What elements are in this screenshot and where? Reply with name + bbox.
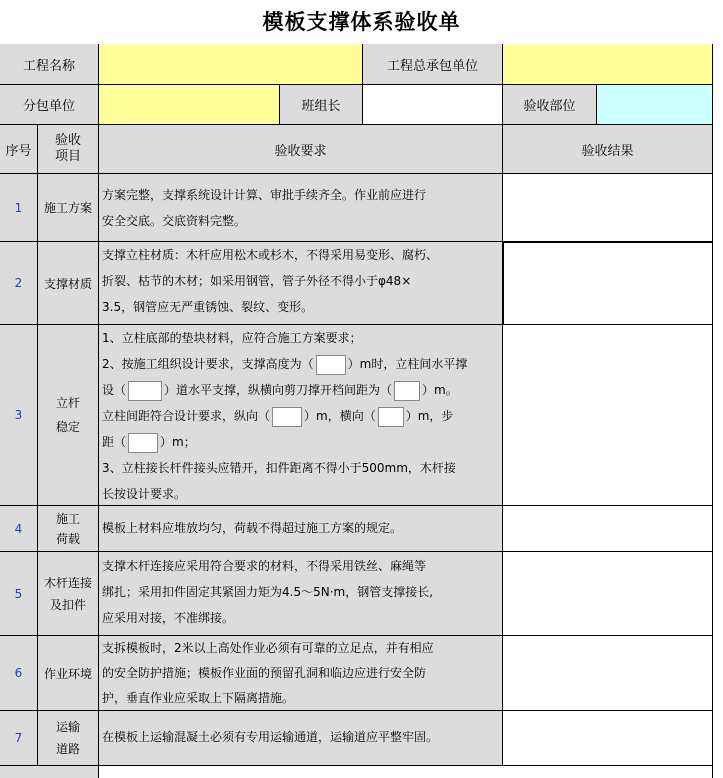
- footer-row-field[interactable]: [99, 766, 713, 778]
- requirement-line: 护，垂直作业应采取上下隔离措施。: [102, 691, 295, 705]
- requirement-line: 绑扎；采用扣件固定其紧固力矩为4.5～5N·m，钢管支撑接长,: [102, 585, 434, 599]
- requirement-line: 的安全防护措施；模板作业面的预留孔洞和临边应进行安全防: [102, 666, 427, 680]
- seq-column-header: 序号: [0, 125, 38, 174]
- requirement-line: 支撑立柱材质：木杆应用松木或杉木，不得采用易变形、腐朽、: [102, 248, 439, 262]
- row-number: 2: [0, 242, 38, 325]
- row-requirement: [99, 174, 503, 242]
- scissor-brace-spacing-input[interactable]: [394, 381, 420, 401]
- row-requirement: [99, 636, 503, 711]
- row-item: 施工方案: [38, 174, 99, 242]
- requirement-line: 2、按施工组织设计要求，支撑高度为（ ）m时，立柱间水平撑: [102, 351, 494, 377]
- row-result-field[interactable]: [503, 325, 713, 506]
- requirement-line: 在模板上运输混凝土必须有专用运输通道，运输道应平整牢固。: [102, 730, 439, 744]
- row-requirement: [99, 711, 503, 766]
- row-item: 立杆稳定: [38, 325, 99, 506]
- row-requirement: [99, 506, 503, 552]
- team-leader-label: 班组长: [280, 85, 363, 125]
- item-column-header: 验收项目: [38, 125, 99, 174]
- row-requirement: [99, 325, 503, 506]
- requirement-line: 3、立柱接长杆件接头应错开，扣件距离不得小于500mm，木杆接: [102, 461, 456, 475]
- row-item: 木杆连接及扣件: [38, 552, 99, 636]
- project-name-field[interactable]: [99, 44, 363, 85]
- requirement-line: 支拆模板时，2米以上高处作业必须有可靠的立足点，并有相应: [102, 641, 434, 655]
- row-result-field[interactable]: [503, 711, 713, 766]
- row-number: 4: [0, 506, 38, 552]
- requirement-line: 应采用对接，不准绑接。: [102, 611, 235, 625]
- requirement-line: 设（ ）道水平支撑，纵横向剪刀撑开档间距为（ ）m。: [102, 377, 494, 403]
- row-item: 施工荷载: [38, 506, 99, 552]
- footer-row-label: [0, 766, 99, 778]
- row-item: 作业环境: [38, 636, 99, 711]
- requirement-line: 支撑木杆连接应采用符合要求的材料，不得采用铁丝、麻绳等: [102, 559, 427, 573]
- longitudinal-spacing-input[interactable]: [272, 407, 302, 427]
- general-contractor-field[interactable]: [503, 44, 713, 85]
- row-number: 7: [0, 711, 38, 766]
- support-height-input[interactable]: [316, 355, 346, 375]
- requirement-line: 立柱间距符合设计要求，纵向（ ）m，横向（ ）m，步: [102, 403, 494, 429]
- row-result-field[interactable]: [503, 636, 713, 711]
- row-number: 6: [0, 636, 38, 711]
- row-result-field[interactable]: [503, 552, 713, 636]
- row-requirement: [99, 242, 503, 325]
- row-requirement: [99, 552, 503, 636]
- project-name-label: 工程名称: [0, 44, 99, 85]
- requirement-column-header: 验收要求: [99, 125, 503, 174]
- row-result-field[interactable]: [503, 506, 713, 552]
- horizontal-brace-count-input[interactable]: [128, 381, 162, 401]
- subcontractor-label: 分包单位: [0, 85, 99, 125]
- requirement-line: 长按设计要求。: [102, 487, 187, 501]
- inspection-part-label: 验收部位: [503, 85, 597, 125]
- subcontractor-field[interactable]: [99, 85, 280, 125]
- requirement-line: 3.5，钢管应无严重锈蚀、裂纹、变形。: [102, 300, 314, 314]
- team-leader-field[interactable]: [363, 85, 503, 125]
- requirement-line: 模板上材料应堆放均匀，荷载不得超过施工方案的规定。: [102, 521, 403, 535]
- row-number: 5: [0, 552, 38, 636]
- row-item: 运输道路: [38, 711, 99, 766]
- row-result-field[interactable]: [503, 174, 713, 242]
- requirement-line: 折裂、枯节的木材；如采用钢管，管子外径不得小于φ48×: [102, 274, 412, 288]
- row-result-field[interactable]: [503, 242, 713, 325]
- step-distance-input[interactable]: [128, 433, 158, 453]
- row-item: 支撑材质: [38, 242, 99, 325]
- page-title: 模板支撑体系验收单: [262, 9, 461, 34]
- general-contractor-label: 工程总承包单位: [363, 44, 503, 85]
- requirement-line: 1、立柱底部的垫块材料，应符合施工方案要求；: [102, 331, 362, 345]
- inspection-part-field[interactable]: [597, 85, 713, 125]
- requirement-line: 安全交底。交底资料完整。: [102, 214, 247, 228]
- row-number: 1: [0, 174, 38, 242]
- requirement-line: 距（ ）m；: [102, 429, 494, 455]
- transverse-spacing-input[interactable]: [378, 407, 404, 427]
- requirement-line: 方案完整，支撑系统设计计算、审批手续齐全。作业前应进行: [102, 188, 427, 202]
- result-column-header: 验收结果: [503, 125, 713, 174]
- row-number: 3: [0, 325, 38, 506]
